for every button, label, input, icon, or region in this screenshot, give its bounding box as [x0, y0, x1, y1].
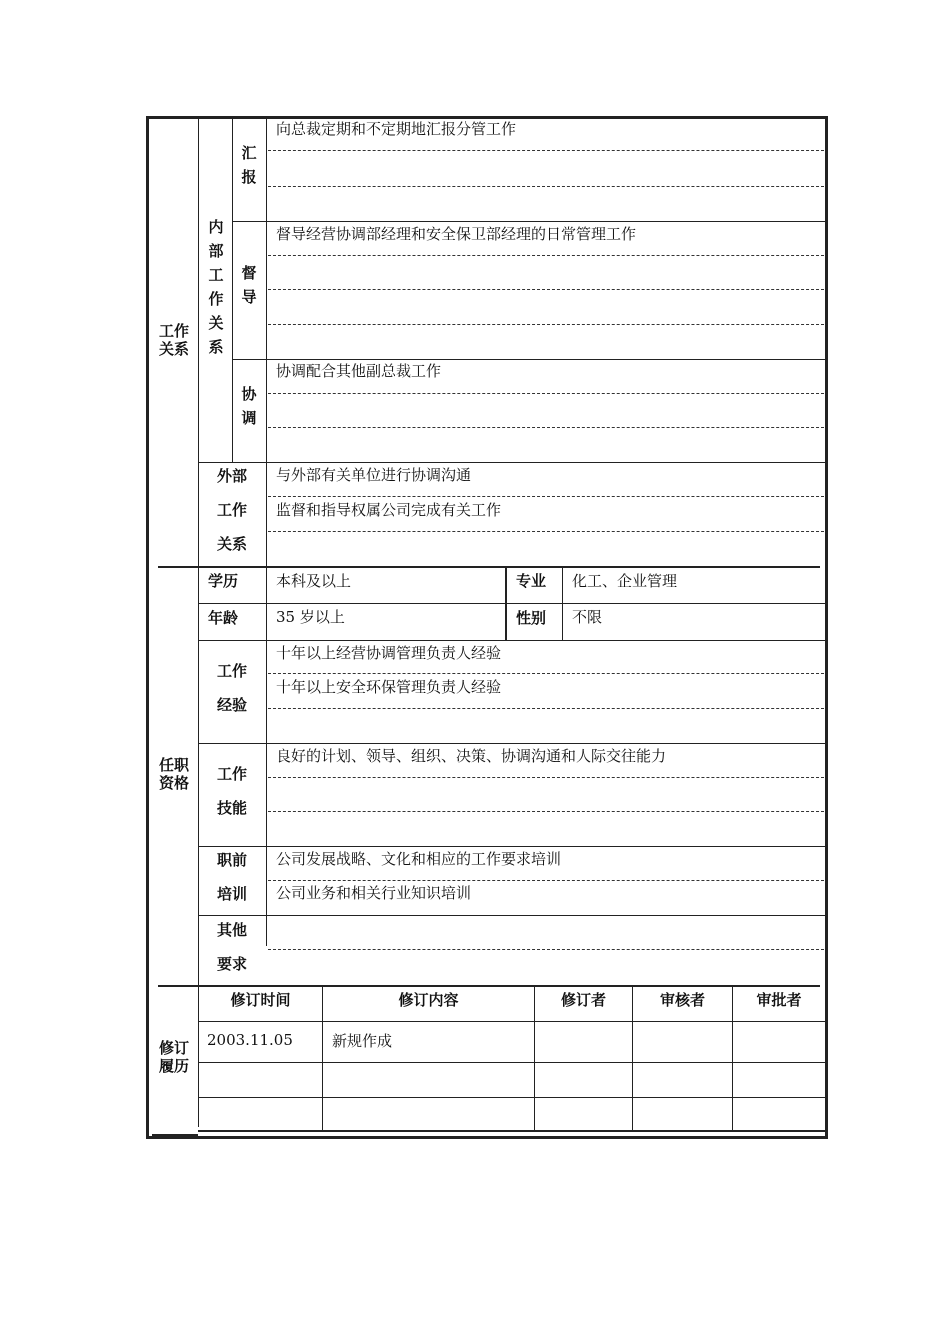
dashed-line: [268, 880, 824, 881]
dashed-line: [268, 949, 824, 950]
dashed-line: [268, 708, 824, 709]
revision-cell-date: 2003.11.05: [207, 1031, 293, 1049]
external-label-3: 关系: [216, 535, 247, 553]
revision-header-approver: 审批者: [756, 991, 802, 1009]
major-value: 化工、企业管理: [572, 572, 678, 590]
divider: [232, 117, 233, 462]
external-label-1: 外部: [216, 467, 247, 485]
skills-line: 良好的计划、领导、组织、决策、协调沟通和人际交往能力: [276, 747, 667, 765]
age-value: 35 岁以上: [276, 608, 345, 626]
divider: [232, 359, 825, 360]
education-value: 本科及以上: [276, 572, 352, 590]
dashed-line: [268, 393, 824, 394]
revision-header-date: 修订时间: [230, 991, 291, 1009]
gender-value: 不限: [572, 608, 603, 626]
major-label: 专业: [515, 572, 546, 590]
section-label-revision: 修订 履历: [158, 1039, 189, 1075]
internal-relations-label: 内部工作关系: [208, 218, 224, 356]
dashed-line: [268, 255, 824, 256]
dashed-line: [268, 531, 824, 532]
external-line: 监督和指导权属公司完成有关工作: [276, 501, 502, 519]
dashed-line: [268, 324, 824, 325]
divider: [266, 117, 267, 566]
section-label-qualifications: 任职 资格: [158, 756, 189, 792]
skills-label-2: 技能: [216, 799, 247, 817]
training-label-1: 职前: [216, 851, 247, 869]
revision-header-content: 修订内容: [398, 991, 459, 1009]
divider: [198, 640, 825, 641]
divider: [158, 566, 820, 568]
other-label-2: 要求: [216, 955, 247, 973]
skills-label-1: 工作: [216, 765, 247, 783]
training-line: 公司业务和相关行业知识培训: [276, 884, 472, 902]
dashed-line: [268, 289, 824, 290]
report-line: 向总裁定期和不定期地汇报分管工作: [276, 120, 517, 138]
divider: [198, 117, 199, 1127]
revision-cell-content: 新规作成: [332, 1032, 393, 1050]
coordinate-label: 协调: [241, 385, 257, 427]
age-label: 年龄: [207, 609, 238, 627]
divider: [266, 640, 267, 946]
supervise-label: 督导: [241, 264, 257, 306]
dashed-line: [268, 811, 824, 812]
dashed-line: [268, 427, 824, 428]
supervise-line: 督导经营协调部经理和安全保卫部经理的日常管理工作: [276, 225, 637, 243]
divider: [198, 1097, 825, 1098]
divider: [198, 1130, 825, 1132]
gender-label: 性别: [515, 609, 546, 627]
experience-line: 十年以上经营协调管理负责人经验: [276, 644, 502, 662]
experience-label-1: 工作: [216, 662, 247, 680]
training-line: 公司发展战略、文化和相应的工作要求培训: [276, 850, 562, 868]
dashed-line: [268, 673, 824, 674]
divider: [198, 1062, 825, 1063]
divider: [198, 603, 825, 604]
divider: [198, 846, 825, 847]
revision-header-reviser: 修订者: [560, 991, 606, 1009]
coordinate-line: 协调配合其他副总裁工作: [276, 362, 442, 380]
divider: [562, 566, 563, 640]
divider: [232, 221, 825, 222]
section-label-work-relations: 工作 关系: [158, 322, 189, 358]
other-label-1: 其他: [216, 921, 247, 939]
divider: [505, 566, 507, 640]
divider: [198, 743, 825, 744]
divider: [198, 1021, 825, 1022]
divider: [152, 1134, 198, 1137]
dashed-line: [268, 186, 824, 187]
divider: [198, 462, 825, 463]
training-label-2: 培训: [216, 885, 247, 903]
dashed-line: [268, 150, 824, 151]
education-label: 学历: [207, 572, 238, 590]
divider: [158, 985, 820, 987]
divider: [266, 566, 267, 640]
dashed-line: [268, 777, 824, 778]
divider: [198, 915, 825, 916]
report-label: 汇报: [241, 144, 257, 186]
experience-line: 十年以上安全环保管理负责人经验: [276, 678, 502, 696]
dashed-line: [268, 496, 824, 497]
experience-label-2: 经验: [216, 696, 247, 714]
external-label-2: 工作: [216, 501, 247, 519]
revision-header-checker: 审核者: [659, 991, 705, 1009]
external-line: 与外部有关单位进行协调沟通: [276, 466, 472, 484]
